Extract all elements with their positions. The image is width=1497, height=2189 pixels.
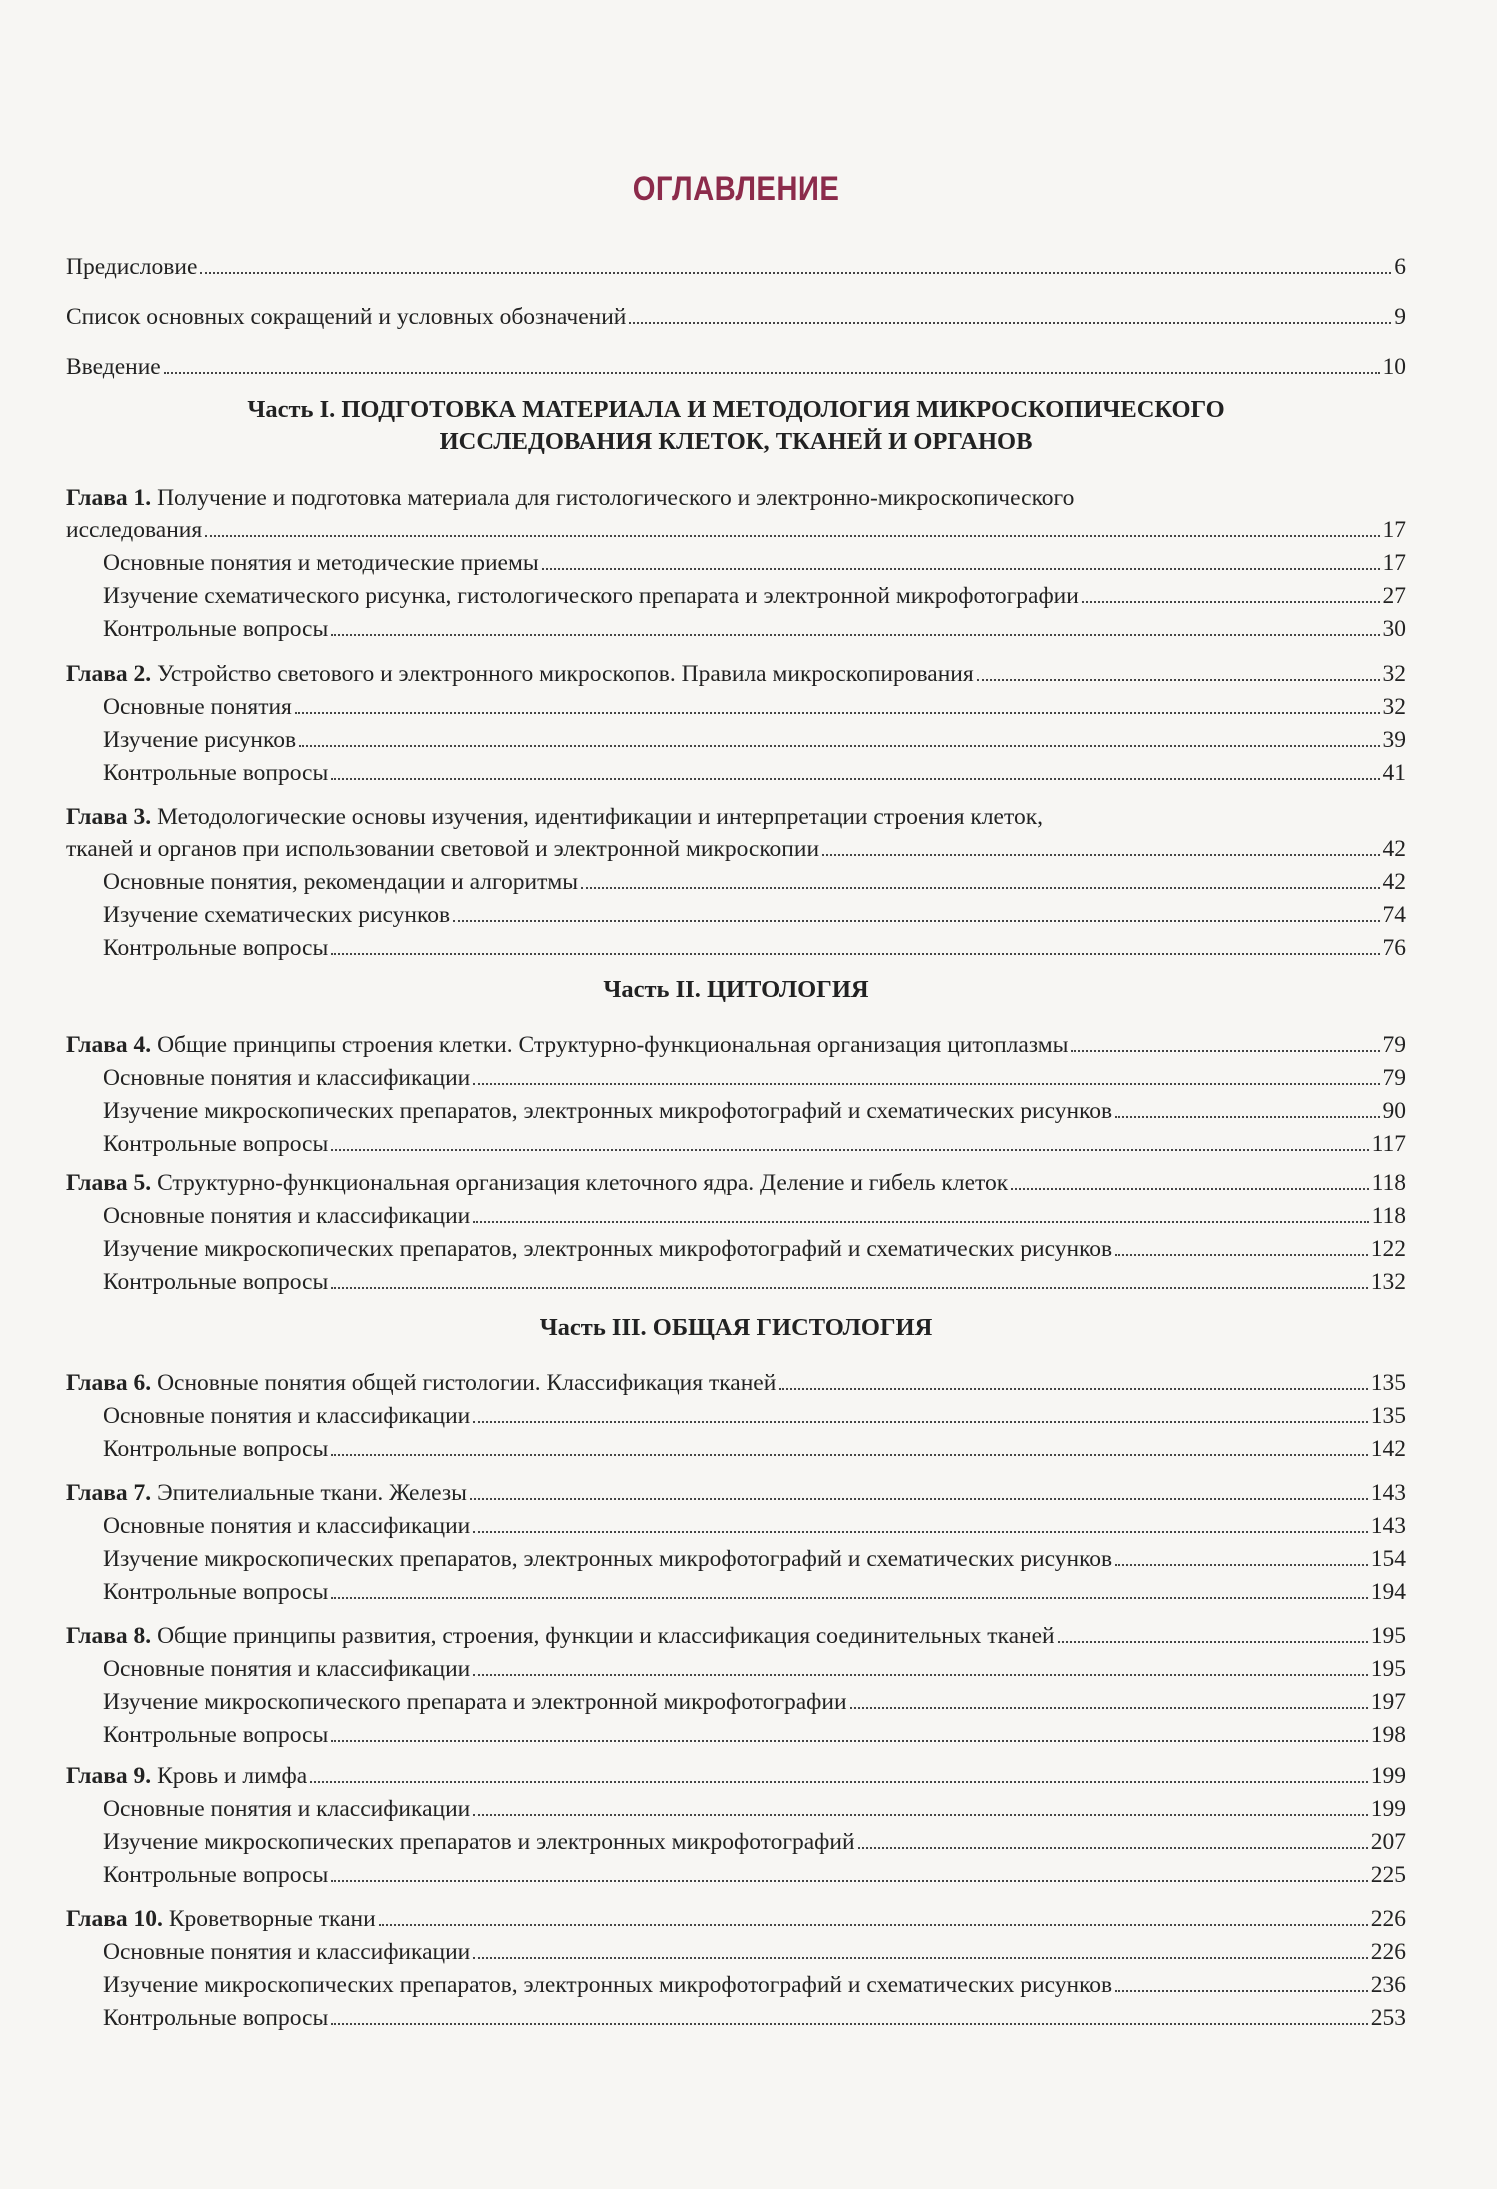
leader-dots xyxy=(331,1286,1367,1289)
leader-dots xyxy=(331,1879,1367,1882)
entry-text: Изучение рисунков xyxy=(103,726,297,753)
page-number: 79 xyxy=(1382,1031,1406,1058)
leader-dots xyxy=(779,1387,1367,1390)
leader-dots xyxy=(822,853,1379,856)
page-title: ОГЛАВЛЕНИЕ xyxy=(632,170,840,208)
entry-text: Список основных сокращений и условных обозначений xyxy=(66,303,627,330)
toc-subentry[interactable] xyxy=(103,719,1406,752)
leader-dots xyxy=(310,1780,1368,1783)
toc-subentry[interactable] xyxy=(103,1964,1406,1997)
leader-dots xyxy=(331,1739,1367,1742)
page-number: 117 xyxy=(1371,1130,1406,1157)
page-number: 32 xyxy=(1382,660,1406,687)
chapter-1-title xyxy=(66,477,1406,510)
toc-subentry[interactable] xyxy=(103,1788,1406,1821)
page-number: 195 xyxy=(1370,1655,1406,1682)
page-number: 195 xyxy=(1370,1622,1406,1649)
entry-text: Контрольные вопросы xyxy=(103,1578,329,1605)
toc-entry-introduction[interactable] xyxy=(66,346,1406,379)
toc-subentry[interactable] xyxy=(103,1681,1406,1714)
page-number: 118 xyxy=(1371,1169,1406,1196)
toc-subentry[interactable] xyxy=(103,1428,1406,1461)
page-number: 253 xyxy=(1370,2004,1406,2031)
page-number: 74 xyxy=(1382,901,1406,928)
toc-subentry[interactable] xyxy=(103,752,1406,785)
toc-entry-chapter-2[interactable] xyxy=(66,653,1406,686)
leader-dots xyxy=(1058,1640,1368,1643)
page-number: 30 xyxy=(1382,615,1406,642)
entry-text: Основные понятия и классификации xyxy=(103,1064,471,1091)
page-number: 142 xyxy=(1370,1435,1406,1462)
page-number: 122 xyxy=(1370,1235,1406,1262)
toc-subentry[interactable] xyxy=(103,542,1406,575)
toc-entry-chapter-1[interactable] xyxy=(66,509,1406,542)
leader-dots xyxy=(1011,1187,1368,1190)
leader-dots xyxy=(379,1923,1368,1926)
toc-subentry[interactable] xyxy=(103,1997,1406,2030)
toc-subentry[interactable] xyxy=(103,1538,1406,1571)
toc-entry-chapter-9[interactable] xyxy=(66,1755,1406,1788)
entry-text: Основные понятия и классификации xyxy=(103,1202,471,1229)
leader-dots xyxy=(542,567,1380,570)
leader-dots xyxy=(331,1596,1367,1599)
toc-entry-chapter-7[interactable] xyxy=(66,1472,1406,1505)
entry-text: Основные понятия xyxy=(103,693,292,720)
leader-dots xyxy=(331,777,1379,780)
entry-text: тканей и органов при использовании световой и электронной микроскопии xyxy=(66,835,820,862)
toc-subentry[interactable] xyxy=(103,894,1406,927)
leader-dots xyxy=(629,321,1391,324)
entry-text: Контрольные вопросы xyxy=(103,934,329,961)
entry-text: Контрольные вопросы xyxy=(103,1130,329,1157)
page-number: 135 xyxy=(1370,1369,1406,1396)
leader-dots xyxy=(473,1813,1368,1816)
leader-dots xyxy=(205,534,1379,537)
leader-dots xyxy=(473,1220,1368,1223)
toc-entry-chapter-6[interactable] xyxy=(66,1362,1406,1395)
chapter-text: Основные понятия общей гистологии. Классификация тканей xyxy=(151,1369,777,1396)
chapter-text: Кроветворные ткани xyxy=(162,1905,376,1932)
page-number: 135 xyxy=(1370,1402,1406,1429)
page-number: 226 xyxy=(1370,1938,1406,1965)
toc-entry-chapter-10[interactable] xyxy=(66,1898,1406,1931)
chapter-text: Общие принципы развития, строения, функции и классификация соединительных тканей xyxy=(151,1622,1055,1649)
entry-text: Основные понятия и классификации xyxy=(103,1938,471,1965)
leader-dots xyxy=(1071,1049,1379,1052)
page-number: 132 xyxy=(1370,1268,1406,1295)
leader-dots xyxy=(473,1956,1368,1959)
part-heading-1: Часть I. ПОДГОТОВКА МАТЕРИАЛА И МЕТОДОЛОГИЯ МИКРОСКОПИЧЕСКОГО xyxy=(247,396,1225,423)
page-number: 207 xyxy=(1370,1828,1406,1855)
toc-subentry[interactable] xyxy=(103,1228,1406,1261)
leader-dots xyxy=(299,744,1379,747)
page-number: 199 xyxy=(1370,1762,1406,1789)
entry-text: Контрольные вопросы xyxy=(103,759,329,786)
toc-subentry[interactable] xyxy=(103,1714,1406,1747)
leader-dots xyxy=(295,711,1380,714)
entry-text: Основные понятия, рекомендации и алгоритмы xyxy=(103,868,579,895)
chapter-3-title xyxy=(66,796,1406,829)
page-number: 118 xyxy=(1371,1202,1406,1229)
toc-subentry[interactable] xyxy=(103,1261,1406,1294)
page-number: 27 xyxy=(1382,582,1406,609)
leader-dots xyxy=(1115,1253,1368,1256)
chapter-text: Устройство светового и электронного микроскопов. Правила микроскопирования xyxy=(151,660,974,687)
part-heading-2: Часть II. ЦИТОЛОГИЯ xyxy=(603,976,869,1003)
entry-text: Изучение микроскопических препаратов, электронных микрофотографий и схематических рисунков xyxy=(103,1545,1113,1572)
entry-text: Предисловие xyxy=(66,253,198,280)
page-number: 17 xyxy=(1382,549,1406,576)
leader-dots xyxy=(1115,1115,1379,1118)
entry-text: Изучение микроскопических препаратов, электронных микрофотографий и схематических рисунков xyxy=(103,1971,1113,1998)
page-number: 225 xyxy=(1370,1861,1406,1888)
page-number: 17 xyxy=(1382,516,1406,543)
entry-text: Основные понятия и классификации xyxy=(103,1402,471,1429)
leader-dots xyxy=(850,1706,1368,1709)
toc-subentry[interactable] xyxy=(103,608,1406,641)
leader-dots xyxy=(331,1453,1367,1456)
leader-dots xyxy=(331,2022,1367,2025)
toc-subentry[interactable] xyxy=(103,927,1406,960)
page-number: 42 xyxy=(1382,868,1406,895)
page-number: 90 xyxy=(1382,1097,1406,1124)
entry-text: Основные понятия и классификации xyxy=(103,1512,471,1539)
leader-dots xyxy=(200,271,1391,274)
chapter-label: Глава 8. xyxy=(66,1622,152,1649)
page-number: 197 xyxy=(1370,1688,1406,1715)
leader-dots xyxy=(858,1846,1368,1849)
toc-subentry[interactable] xyxy=(103,1123,1406,1156)
leader-dots xyxy=(473,1530,1368,1533)
entry-text: Контрольные вопросы xyxy=(103,1435,329,1462)
chapter-text: Получение и подготовка материала для гистологического и электронно-микроскопического xyxy=(151,484,1075,511)
entry-text: Основные понятия и классификации xyxy=(103,1655,471,1682)
leader-dots xyxy=(453,919,1379,922)
chapter-text: Эпителиальные ткани. Железы xyxy=(151,1479,467,1506)
toc-subentry[interactable] xyxy=(103,1931,1406,1964)
chapter-label: Глава 4. xyxy=(66,1031,152,1058)
toc-subentry[interactable] xyxy=(103,1505,1406,1538)
toc-subentry[interactable] xyxy=(103,861,1406,894)
chapter-text: Кровь и лимфа xyxy=(151,1762,308,1789)
toc-subentry[interactable] xyxy=(103,686,1406,719)
leader-dots xyxy=(164,371,1380,374)
page-number: 154 xyxy=(1370,1545,1406,1572)
toc-subentry[interactable] xyxy=(103,1057,1406,1090)
page-number: 9 xyxy=(1394,303,1406,330)
page-number: 199 xyxy=(1370,1795,1406,1822)
page-number: 41 xyxy=(1382,759,1406,786)
entry-text: Изучение микроскопических препаратов, электронных микрофотографий и схематических рисунков xyxy=(103,1097,1113,1124)
toc-subentry[interactable] xyxy=(103,575,1406,608)
leader-dots xyxy=(581,886,1379,889)
page-number: 226 xyxy=(1370,1905,1406,1932)
toc-subentry[interactable] xyxy=(103,1395,1406,1428)
toc-page xyxy=(66,0,1406,2189)
toc-entry-preface[interactable] xyxy=(66,246,1406,279)
entry-text: Изучение микроскопических препаратов и электронных микрофотографий xyxy=(103,1828,855,1855)
leader-dots xyxy=(1082,600,1380,603)
chapter-text: Структурно-функциональная организация клеточного ядра. Деление и гибель клеток xyxy=(151,1169,1009,1196)
leader-dots xyxy=(470,1497,1368,1500)
entry-text: Изучение микроскопических препаратов, электронных микрофотографий и схематических рисунков xyxy=(103,1235,1113,1262)
chapter-label: Глава 3. xyxy=(66,803,152,830)
entry-text: Основные понятия и классификации xyxy=(103,1795,471,1822)
chapter-label: Глава 9. xyxy=(66,1762,152,1789)
entry-text: Введение xyxy=(66,353,161,380)
toc-entry-chapter-4[interactable] xyxy=(66,1024,1406,1057)
toc-subentry[interactable] xyxy=(103,1821,1406,1854)
page-number: 10 xyxy=(1382,353,1406,380)
leader-dots xyxy=(977,678,1380,681)
chapter-label: Глава 2. xyxy=(66,660,152,687)
toc-subentry[interactable] xyxy=(103,1090,1406,1123)
page-number: 39 xyxy=(1382,726,1406,753)
leader-dots xyxy=(331,952,1379,955)
entry-text: Изучение схематического рисунка, гистологического препарата и электронной микрофотографии xyxy=(103,582,1079,609)
page-number: 198 xyxy=(1370,1721,1406,1748)
page-number: 143 xyxy=(1370,1479,1406,1506)
page-number: 76 xyxy=(1382,934,1406,961)
chapter-label: Глава 1. xyxy=(66,484,152,511)
entry-text: Контрольные вопросы xyxy=(103,615,329,642)
toc-subentry[interactable] xyxy=(103,1571,1406,1604)
leader-dots xyxy=(1115,1989,1368,1992)
toc-entry-chapter-3[interactable] xyxy=(66,828,1406,861)
leader-dots xyxy=(331,1148,1368,1151)
entry-text: Основные понятия и методические приемы xyxy=(103,549,539,576)
chapter-text: Общие принципы строения клетки. Структурно-функциональная организация цитоплазмы xyxy=(151,1031,1069,1058)
part-heading-1-line2: ИССЛЕДОВАНИЯ КЛЕТОК, ТКАНЕЙ И ОРГАНОВ xyxy=(439,428,1033,455)
entry-text: Изучение схематических рисунков xyxy=(103,901,451,928)
leader-dots xyxy=(331,633,1379,636)
toc-entry-abbreviations[interactable] xyxy=(66,296,1406,329)
toc-subentry[interactable] xyxy=(103,1854,1406,1887)
chapter-label: Глава 10. xyxy=(66,1905,163,1932)
entry-text: Контрольные вопросы xyxy=(103,1268,329,1295)
toc-subentry[interactable] xyxy=(103,1195,1406,1228)
entry-text: Контрольные вопросы xyxy=(103,1861,329,1888)
toc-entry-chapter-8[interactable] xyxy=(66,1615,1406,1648)
chapter-label: Глава 6. xyxy=(66,1369,152,1396)
page-number: 143 xyxy=(1370,1512,1406,1539)
chapter-text: Методологические основы изучения, идентификации и интерпретации строения клеток, xyxy=(151,803,1043,830)
leader-dots xyxy=(1115,1563,1368,1566)
page-number: 79 xyxy=(1382,1064,1406,1091)
chapter-label: Глава 5. xyxy=(66,1169,152,1196)
entry-text: Контрольные вопросы xyxy=(103,2004,329,2031)
entry-text: Контрольные вопросы xyxy=(103,1721,329,1748)
entry-text: исследования xyxy=(66,516,203,543)
toc-subentry[interactable] xyxy=(103,1648,1406,1681)
chapter-label: Глава 7. xyxy=(66,1479,152,1506)
page-number: 32 xyxy=(1382,693,1406,720)
entry-text: Изучение микроскопического препарата и электронной микрофотографии xyxy=(103,1688,847,1715)
leader-dots xyxy=(473,1673,1368,1676)
page-number: 42 xyxy=(1382,835,1406,862)
page-number: 194 xyxy=(1370,1578,1406,1605)
page-number: 236 xyxy=(1370,1971,1406,1998)
page-number: 6 xyxy=(1394,253,1406,280)
toc-entry-chapter-5[interactable] xyxy=(66,1162,1406,1195)
part-heading-3: Часть III. ОБЩАЯ ГИСТОЛОГИЯ xyxy=(539,1314,933,1341)
leader-dots xyxy=(473,1420,1368,1423)
leader-dots xyxy=(473,1082,1379,1085)
